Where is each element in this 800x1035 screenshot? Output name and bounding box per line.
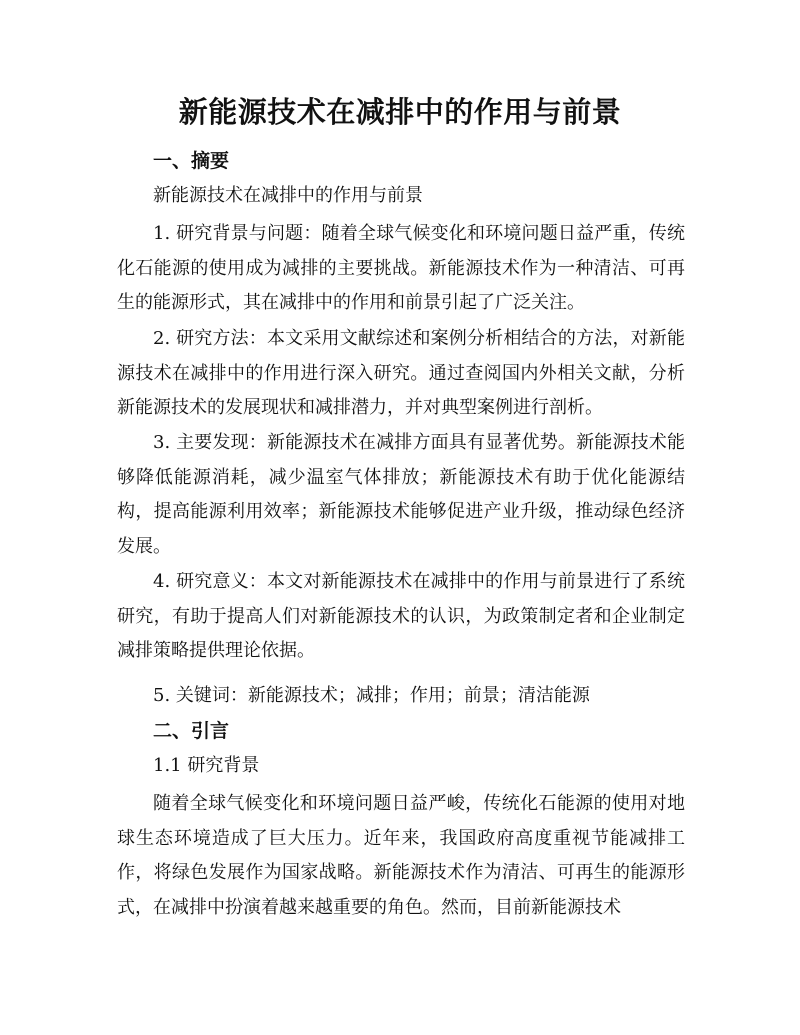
section-heading-introduction: 二、引言 [153, 720, 230, 742]
abstract-item-method: 2. 研究方法：本文采用文献综述和案例分析相结合的方法，对新能源技术在减排中的作用进行深入研究。通过查阅国内外相关文献，分析新能源技术的发展现状和减排潜力，并对典型案例进行剖析。 [117, 328, 685, 419]
abstract-item-significance: 4. 研究意义：本文对新能源技术在减排中的作用与前景进行了系统研究，有助于提高人们对新能源技术的认识，为政策制定者和企业制定减排策略提供理论依据。 [117, 571, 685, 662]
abstract-subtitle: 新能源技术在减排中的作用与前景 [153, 185, 423, 206]
subsection-heading-background: 1.1 研究背景 [153, 755, 260, 776]
section-heading-abstract: 一、摘要 [153, 150, 230, 172]
document-title: 新能源技术在减排中的作用与前景 [178, 95, 622, 129]
introduction-paragraph: 随着全球气候变化和环境问题日益严峻，传统化石能源的使用对地球生态环境造成了巨大压力。近年来，我国政府高度重视节能减排工作，将绿色发展作为国家战略。新能源技术作为清洁、可再生的能源形式，在减排中扮演着越来越重要的角色。然而，目前新能源技术 [117, 793, 685, 918]
abstract-keywords: 5. 关键词：新能源技术；减排；作用；前景；清洁能源 [153, 685, 590, 706]
abstract-item-findings: 3. 主要发现：新能源技术在减排方面具有显著优势。新能源技术能够降低能源消耗，减少温室气体排放；新能源技术有助于优化能源结构，提高能源利用效率；新能源技术能够促进产业升级，推动绿色经济发展。 [117, 432, 685, 557]
abstract-item-background: 1. 研究背景与问题：随着全球气候变化和环境问题日益严重，传统化石能源的使用成为减排的主要挑战。新能源技术作为一种清洁、可再生的能源形式，其在减排中的作用和前景引起了广泛关注。 [117, 223, 685, 314]
